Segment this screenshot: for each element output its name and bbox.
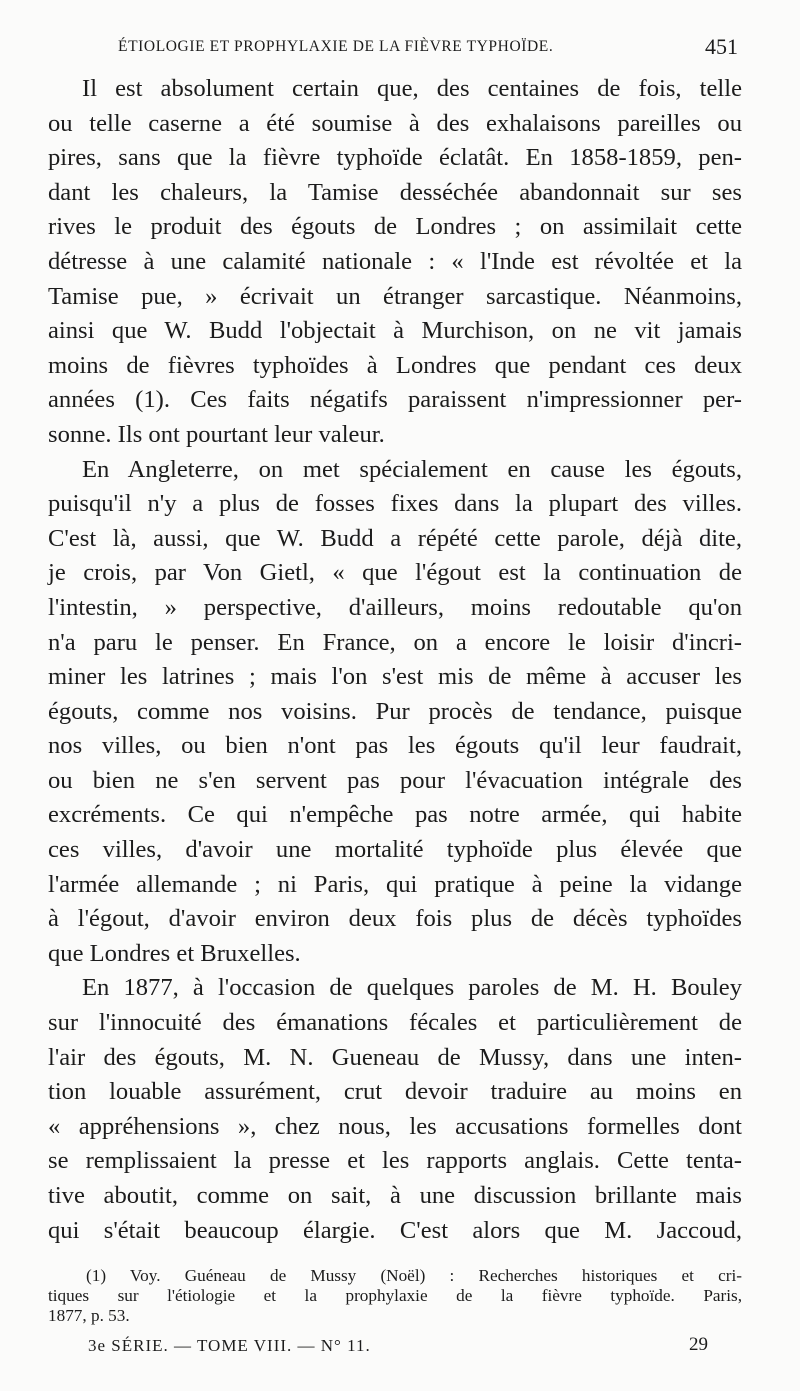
text-line: dant les chaleurs, la Tamise desséchée abandonnait sur ses [48, 178, 742, 206]
text-line: l'armée allemande ; ni Paris, qui pratique à peine la vidange [48, 870, 742, 898]
text-line: En 1877, à l'occasion de quelques paroles de M. H. Bouley [82, 974, 742, 1002]
text-line: l'intestin, » perspective, d'ailleurs, moins redoutable qu'on [48, 593, 742, 621]
footnote-line: (1) Voy. Guéneau de Mussy (Noël) : Recherches historiques et cri- [86, 1266, 742, 1285]
page-number: 451 [705, 34, 738, 59]
text-line: ou telle caserne a été soumise à des exhalaisons pareilles ou [48, 109, 742, 137]
text-line: sur l'innocuité des émanations fécales et particulièrement de [48, 1009, 742, 1037]
text-line: nos villes, ou bien n'ont pas les égouts qu'il leur faudrait, [48, 732, 742, 760]
text-line: années (1). Ces faits négatifs paraissent n'impressionner per- [48, 386, 742, 414]
text-line: tive aboutit, comme on sait, à une discussion brillante mais [48, 1182, 742, 1209]
text-line: tion louable assurément, crut devoir traduire au moins en [48, 1078, 742, 1106]
signature-line [88, 1334, 708, 1362]
series-info: 3e SÉRIE. — TOME VIII. — N° 11. [88, 1336, 371, 1355]
text-line: égouts, comme nos voisins. Pur procès de tendance, puisque [48, 697, 742, 725]
text-line: rives le produit des égouts de Londres ; on assimilait cette [48, 213, 742, 241]
text-line: se remplissaient la presse et les rapports anglais. Cette tenta- [48, 1147, 742, 1175]
text-line: ainsi que W. Budd l'objectait à Murchison, on ne vit jamais [48, 317, 742, 345]
running-head [118, 34, 738, 64]
sheet-number: 29 [689, 1334, 708, 1355]
text-line: puisqu'il n'y a plus de fosses fixes dans la plupart des villes. [48, 490, 742, 518]
text-line: En Angleterre, on met spécialement en cause les égouts, [82, 455, 742, 483]
text-line: Il est absolument certain que, des centaines de fois, telle [82, 75, 742, 102]
footnote-line: tiques sur l'étiologie et la prophylaxie de la fièvre typhoïde. Paris, [48, 1286, 742, 1305]
running-title: ÉTIOLOGIE ET PROPHYLAXIE DE LA FIÈVRE TYPHOÏDE. [118, 38, 554, 55]
text-line: C'est là, aussi, que W. Budd a répété cette parole, déjà dite, [48, 524, 742, 552]
text-line: « appréhensions », chez nous, les accusations formelles dont [48, 1112, 742, 1140]
text-line: excréments. Ce qui n'empêche pas notre armée, qui habite [48, 801, 742, 829]
footnote-line: 1877, p. 53. [48, 1306, 130, 1325]
text-line: Tamise pue, » écrivait un étranger sarcastique. Néanmoins, [48, 282, 742, 310]
text-line: sonne. Ils ont pourtant leur valeur. [48, 420, 385, 448]
text-line: ou bien ne s'en servent pas pour l'évacuation intégrale des [48, 766, 742, 794]
text-line: ces villes, d'avoir une mortalité typhoïde plus élevée que [48, 836, 742, 864]
text-line: l'air des égouts, M. N. Gueneau de Mussy, dans une inten- [48, 1043, 742, 1071]
text-line: à l'égout, d'avoir environ deux fois plus de décès typhoïdes [48, 905, 742, 933]
text-line: moins de fièvres typhoïdes à Londres que pendant ces deux [48, 351, 742, 379]
footnote [48, 1266, 742, 1326]
text-line: pires, sans que la fièvre typhoïde éclatât. En 1858-1859, pen- [48, 144, 742, 172]
text-line: miner les latrines ; mais l'on s'est mis de même à accuser les [48, 663, 742, 691]
text-line: n'a paru le penser. En France, on a encore le loisir d'incri- [48, 628, 742, 656]
text-line: je crois, par Von Gietl, « que l'égout est la continuation de [48, 559, 742, 587]
text-line: que Londres et Bruxelles. [48, 939, 301, 967]
body-text [48, 72, 742, 1248]
text-line: détresse à une calamité nationale : « l'Inde est révoltée et la [48, 247, 742, 275]
text-line: qui s'était beaucoup élargie. C'est alors que M. Jaccoud, [48, 1216, 742, 1244]
